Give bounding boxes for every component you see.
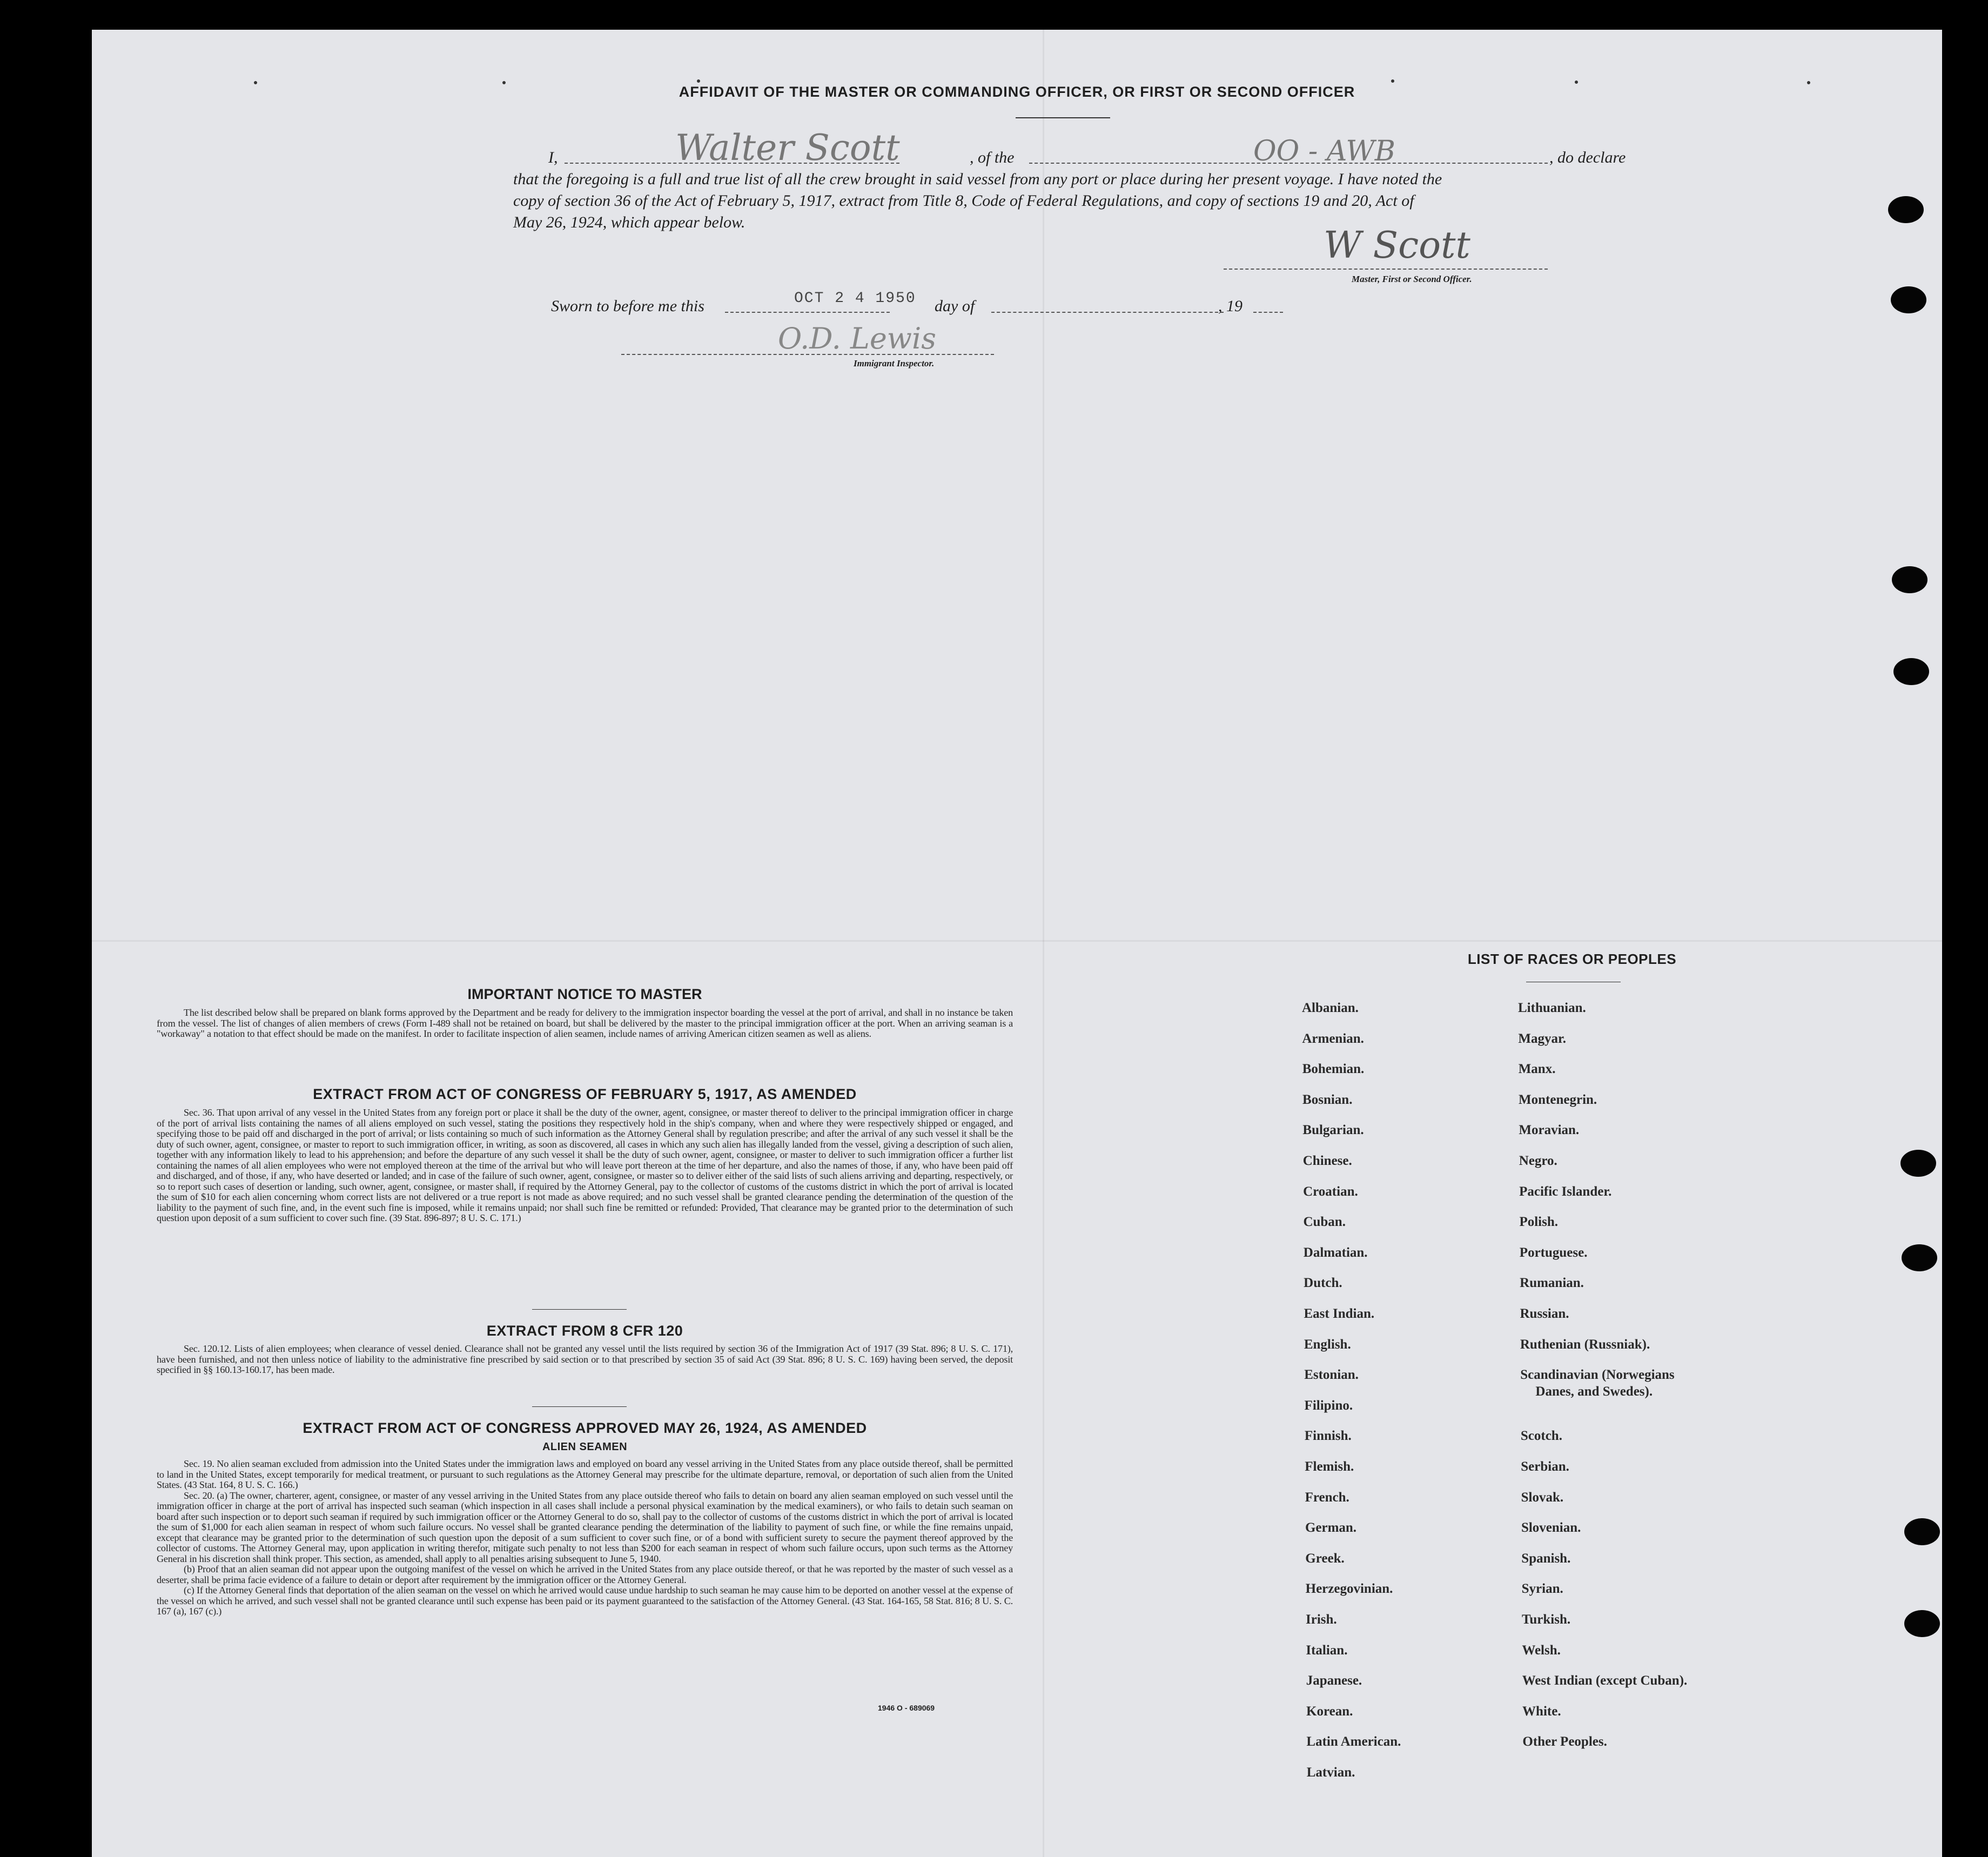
race-item: Rumanian.: [1520, 1276, 1584, 1291]
notice-title: IMPORTANT NOTICE TO MASTER: [467, 986, 702, 1002]
race-item: Greek.: [1305, 1551, 1345, 1566]
year-label: , 19: [1218, 297, 1242, 315]
race-item: Polish.: [1519, 1215, 1558, 1230]
race-item: Estonian.: [1304, 1367, 1359, 1383]
name-handwritten: Walter Scott: [675, 127, 900, 169]
race-item: Magyar.: [1518, 1031, 1566, 1046]
race-item: Armenian.: [1302, 1031, 1364, 1046]
race-item: Pacific Islander.: [1519, 1184, 1612, 1199]
sworn-date-stamp: OCT 2 4 1950: [794, 290, 916, 307]
sworn-month-blank: [991, 312, 1224, 313]
race-item: Manx.: [1518, 1062, 1556, 1077]
race-item: Korean.: [1306, 1704, 1353, 1719]
extract-1924-text: [157, 1459, 1013, 1617]
punch-hole: [1904, 1610, 1940, 1637]
affidavit-line-4: May 26, 1924, which appear below.: [513, 213, 746, 231]
punch-hole: [1891, 286, 1926, 313]
race-item: Finnish.: [1304, 1429, 1352, 1444]
inspector-signature-handwritten: O.D. Lewis: [778, 321, 936, 356]
race-item: Montenegrin.: [1519, 1092, 1597, 1107]
sec-19-paragraph: Sec. 19. No alien seaman excluded from admission into the United States under the immigration laws and employed on board any vessel arriving in the United States from any place outside thereof, shall be permitted to land in the United States, except temporarily for medical treatment, or pursuant to such regulations as the Attorney General may prescribe for the ultimate departure, removal, or deportation of such alien from the United States. (43 Stat. 164, 8 U. S. C. 166.): [157, 1458, 1013, 1490]
speck: [1391, 79, 1394, 83]
section-rule: [532, 1406, 627, 1407]
race-item: Chinese.: [1302, 1154, 1352, 1168]
race-item: Bulgarian.: [1302, 1123, 1364, 1138]
extract-1917-title: EXTRACT FROM ACT OF CONGRESS OF FEBRUARY 5, 1917, AS AMENDED: [313, 1086, 857, 1102]
race-item: Latvian.: [1306, 1765, 1355, 1780]
sec-20c-paragraph: (c) If the Attorney General finds that deportation of the alien seaman on the vessel on which he arrived would cause undue hardship to such seaman he may cause him to be deported on another vessel at the expense of the vessel on which he arrived, and such vessel shall not be granted clearance until such expense has been paid or its payment guaranteed to the satisfaction of the Attorney General. (43 Stat. 164-165, 58 Stat. 816; 8 U. S. C. 167 (a), 167 (c).): [157, 1585, 1013, 1617]
race-item: Scandinavian (Norwegians: [1520, 1367, 1675, 1383]
extract-1924-title: EXTRACT FROM ACT OF CONGRESS APPROVED MAY 26, 1924, AS AMENDED: [303, 1420, 867, 1436]
race-item: Slovenian.: [1521, 1520, 1581, 1536]
race-item: Turkish.: [1522, 1612, 1571, 1627]
sworn-label: Sworn to before me this: [551, 297, 704, 315]
sec-20a-paragraph: Sec. 20. (a) The owner, charterer, agent, consignee, or master of any vessel arriving in the United States from any place outside thereof who fails to detain on board any alien seaman employed on such vessel until the immigration officer in charge at the port of arrival has inspected such seaman (which inspection in all cases shall include a personal physical examination by the medical examiners), or who fails to detain such seaman on board after such inspection or to deport such seaman if required by such immigration officer or the Attorney General to do so, shall pay to the collector of customs of the customs district in which the port of arrival is located the sum of $1,000 for each alien seaman in respect of whom such failure occurs. No vessel shall be granted clearance pending the determination of the liability to payment of such fine, or while the fine remains unpaid, except that clearance may be granted prior to the determination of such question upon the deposit of a sum sufficient to cover such fine, or of a bond with sufficient surety to secure the payment thereof approved by the collector of customs. The Attorney General may, upon application in writing therefor, mitigate such penalty to not less than $200 for each seaman in respect of whom such failure occurs, upon such terms as the Attorney General in his discretion shall think proper. This section, as amended, shall apply to all penalties arising subsequent to June 5, 1940.: [157, 1490, 1013, 1564]
punch-hole: [1888, 196, 1924, 223]
print-code: 1946 O - 689069: [878, 1704, 935, 1712]
sworn-day-blank: [725, 312, 890, 313]
punch-hole: [1904, 1518, 1940, 1545]
race-item: Japanese.: [1306, 1673, 1362, 1688]
fold-line-vertical: [1043, 30, 1044, 1857]
race-item: Slovak.: [1521, 1490, 1564, 1505]
race-item: Flemish.: [1305, 1459, 1354, 1474]
race-item: Welsh.: [1522, 1643, 1561, 1658]
affidavit-line-3: copy of section 36 of the Act of February 5, 1917, extract from Title 8, Code of Federal Regulations, and copy of sections 19 and 20, Act of: [513, 192, 1414, 210]
i-label: I,: [548, 149, 558, 166]
race-item: Dutch.: [1304, 1276, 1342, 1291]
race-item: Ruthenian (Russniak).: [1520, 1337, 1650, 1352]
sec-20b-paragraph: (b) Proof that an alien seaman did not appear upon the outgoing manifest of the vessel on which he arrived in the United States from any place outside thereof, or that he was reported by the master of such vessel as a deserter, shall be prima facie evidence of a failure to detain or deport after requirement by the immigration officer or the Attorney General.: [157, 1564, 1013, 1585]
extract-1924-subtitle: ALIEN SEAMEN: [542, 1441, 628, 1453]
speck: [697, 79, 700, 83]
of-the-label: , of the: [970, 149, 1015, 166]
inspector-signature-line: [621, 354, 994, 355]
race-item: Dalmatian.: [1303, 1245, 1368, 1260]
race-item: Danes, and Swedes).: [1535, 1384, 1653, 1399]
race-item: Russian.: [1520, 1306, 1569, 1321]
race-item: Moravian.: [1519, 1123, 1580, 1138]
race-item: Negro.: [1519, 1154, 1557, 1168]
race-item: Syrian.: [1521, 1581, 1563, 1597]
race-item: Bosnian.: [1302, 1092, 1353, 1107]
race-item: Bohemian.: [1302, 1062, 1365, 1077]
section-rule: [532, 1309, 627, 1310]
punch-hole: [1900, 1150, 1936, 1177]
race-item: Lithuanian.: [1518, 1001, 1586, 1015]
race-item: German.: [1305, 1520, 1357, 1536]
title-rule: [1016, 117, 1110, 118]
race-item: Latin American.: [1306, 1734, 1401, 1749]
race-item: Italian.: [1306, 1643, 1348, 1658]
race-item: Portuguese.: [1519, 1245, 1588, 1260]
master-signature-caption: Master, First or Second Officer.: [1352, 274, 1472, 284]
race-item: White.: [1522, 1704, 1561, 1719]
race-item: West Indian (except Cuban).: [1522, 1673, 1688, 1688]
race-item: Albanian.: [1302, 1001, 1359, 1015]
race-item: East Indian.: [1304, 1306, 1375, 1321]
fold-line-horizontal: [92, 940, 1942, 942]
race-item: Filipino.: [1304, 1398, 1353, 1413]
race-item: Croatian.: [1303, 1184, 1358, 1199]
affidavit-title: AFFIDAVIT OF THE MASTER OR COMMANDING OFFICER, OR FIRST OR SECOND OFFICER: [679, 84, 1355, 100]
punch-hole: [1902, 1244, 1937, 1271]
race-item: English.: [1304, 1337, 1351, 1352]
affidavit-line-2: that the foregoing is a full and true list of all the crew brought in said vessel from any port or place during her present voyage. I have noted the: [513, 170, 1442, 188]
master-signature-line: [1224, 269, 1548, 270]
inspector-caption: Immigrant Inspector.: [854, 358, 935, 368]
master-signature-handwritten: W Scott: [1324, 224, 1470, 267]
race-item: Cuban.: [1303, 1215, 1346, 1230]
vessel-handwritten: OO - AWB: [1253, 135, 1395, 167]
race-item: Scotch.: [1520, 1429, 1562, 1444]
race-item: Other Peoples.: [1522, 1734, 1607, 1749]
races-title: LIST OF RACES OR PEOPLES: [1467, 951, 1677, 967]
document-page: [92, 30, 1942, 1857]
day-of-label: day of: [935, 297, 975, 315]
extract-1917-text: Sec. 36. That upon arrival of any vessel in the United States from any foreign port or place it shall be the duty of the owner, agent, consignee, or master thereof to deliver to the principal immigration officer in charge of the port of arrival lists containing the names of all aliens employed on such vessel, stating the positions they respectively hold in the ship's company, when and where they were respectively shipped or engaged, and specifying those to be paid off and discharged in the port of arrival; or lists containing so much of such information as the Attorney General shall by regulation prescribe; and after the arrival of any such vessel it shall be the duty of such owner, agent, consignee, or master to report to such immigration officer, in writing, as soon as discovered, all cases in which any such alien has illegally landed from the vessel, giving a description of such alien, together with any information likely to lead to his apprehension; and before the departure of any such vessel it shall be the duty of such owner, agent, consignee, or master to deliver to such immigration officer a further list containing the names of all alien employees who were not employed thereon at the time of the arrival but who will leave port thereon at the time of her departure, and also the names of those, if any, who have been paid off and discharged, and of those, if any, who have deserted or landed; and in case of the failure of such owner, agent, consignee, or master so to deliver either of the said lists of such aliens arriving and departing, respectively, or so to report such cases of desertion or landing, such owner, agent, consignee, or master shall, if required by the Attorney General, pay to the collector of customs of the customs district in which the port of arrival is located the sum of $10 for each alien concerning whom correct lists are not delivered or a true report is not made as above required; and no such vessel shall be granted clearance pending the determination of the question of the liability to the payment of such fine, and, in the event such fine is imposed, while it remains unpaid; nor shall such fine be remitted or refunded: Provided, That clearance may be granted prior to the determination of such question upon deposit of a sum sufficient to cover such fine. (39 Stat. 896-897; 8 U. S. C. 171.): [157, 1107, 1013, 1223]
race-item: Irish.: [1306, 1612, 1337, 1627]
notice-text: The list described below shall be prepared on blank forms approved by the Department and be ready for delivery to the immigration inspector boarding the vessel at the port of arrival, and shall in no instance be taken from the vessel. The list of changes of alien members of crews (Form I-489 shall not be retained on board, but shall be delivered by the master to the principal immigration officer at the port. When an arriving seaman is a "workaway" a notation to that effect should be made on the manifest. In order to facilitate inspection of alien seamen, include names of arriving American citizen seamen as well as aliens.: [157, 1007, 1013, 1039]
extract-8cfr-text: Sec. 120.12. Lists of alien employees; when clearance of vessel denied. Clearance shall not be granted any vessel until the lists required by section 36 of the Immigration Act of 1917 (39 Stat. 896; 8 U. S. C. 171), have been furnished, and not then unless notice of liability to the administrative fine prescribed by said section or to that prescribed by section 35 of said Act (39 Stat. 896; 8 U. S. C. 169) having been served, the deposit specified in §§ 160.13-160.17, has been made.: [157, 1343, 1013, 1375]
race-item: Herzegovinian.: [1305, 1581, 1393, 1597]
punch-hole: [1893, 658, 1929, 685]
extract-8cfr-title: EXTRACT FROM 8 CFR 120: [486, 1323, 683, 1339]
punch-hole: [1892, 566, 1927, 593]
race-item: French.: [1305, 1490, 1349, 1505]
race-item: Spanish.: [1521, 1551, 1571, 1566]
do-declare-label: , do declare: [1549, 149, 1626, 166]
race-item: Serbian.: [1521, 1459, 1569, 1474]
sworn-year-blank: [1253, 312, 1283, 313]
